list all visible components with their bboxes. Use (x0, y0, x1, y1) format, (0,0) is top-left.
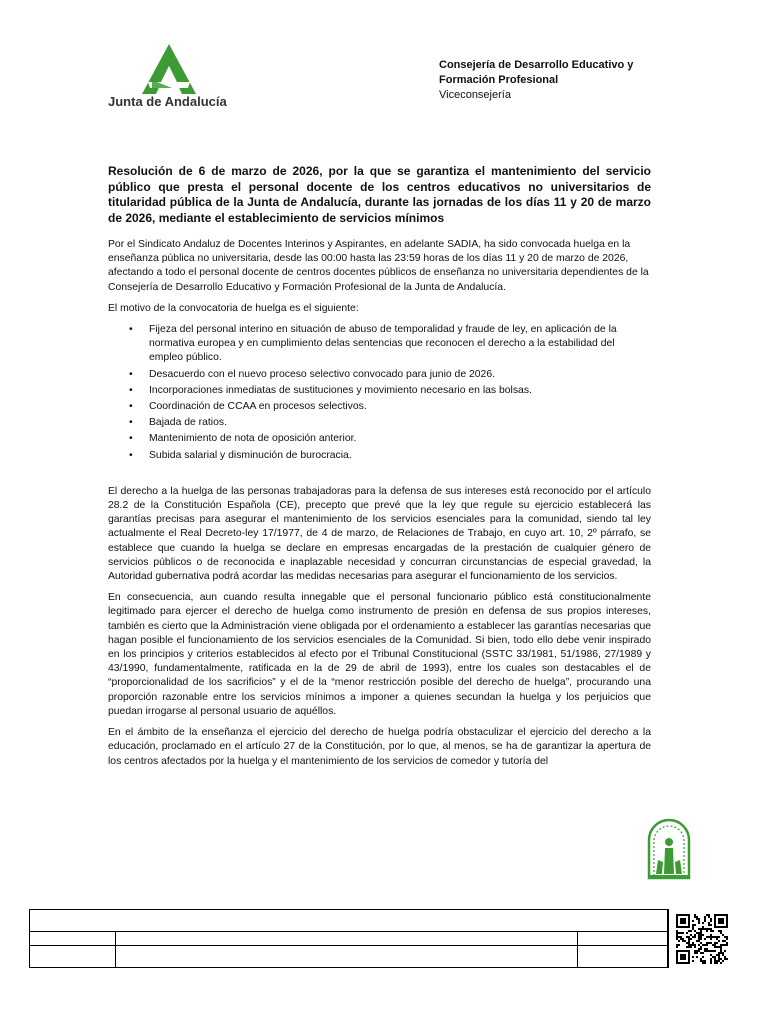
signature-table (29, 909, 669, 968)
table-divider (115, 932, 116, 968)
table-row (30, 910, 668, 932)
department-line-2: Formación Profesional (439, 74, 559, 86)
list-item: • Desacuerdo con el nuevo proceso selectivo convocado para junio de 2026. (149, 368, 651, 382)
list-item: • Fijeza del personal interino en situación de abuso de temporalidad y fraude de ley, en aplicación de la normativa europea y en cumplimiento delas sentencias que reconocen el derecho a la estabilidad del empleo público. (149, 323, 651, 366)
paragraph-2: El derecho a la huelga de las personas trabajadoras para la defensa de sus intereses está reconocido por el artículo 28.2 de la Constitución Española (CE), precepto que prevé que la ley que regule su ejercicio establecerá las garantías precisas para asegurar el mantenimiento de los servicios esenciales para la comunidad, siendo tal ley actualmente el Real Decreto-ley 17/1977, de 4 de marzo, de Relaciones de Trabajo, en cuyo art. 10, 2º párrafo, se establece que cuando la huelga se declare en empresas encargadas de la prestación de cualquier género de servicios públicos o de reconocida e inaplazable necesidad y concurran circunstancias de especial gravedad, la Autoridad gubernativa podrá acordar las medidas necesarias para asegurar el funcionamiento de los servicios. (108, 485, 651, 583)
subdepartment: Viceconsejería (439, 89, 511, 101)
andalucia-seal-icon (646, 818, 692, 880)
junta-logo (108, 44, 230, 118)
table-divider (667, 910, 668, 968)
list-item: • Subida salarial y disminución de burocracia. (149, 449, 651, 463)
paragraph-4: En el ámbito de la enseñanza el ejercicio del derecho de huelga podría obstaculizar el ejercicio del derecho a la educación, proclamado en el artículo 27 de la Constitución, por lo que, al menos, se ha de garantizar la apertura de los centros afectados por la huelga y el mantenimiento de los servicios de comedor y tutoría del (108, 727, 651, 767)
reasons-list (108, 323, 651, 463)
list-item: • Coordinación de CCAA en procesos selectivos. (149, 400, 651, 414)
document-body (108, 164, 651, 776)
department-header (439, 58, 633, 103)
table-divider (577, 932, 578, 968)
list-item: • Bajada de ratios. (149, 416, 651, 430)
list-item: • Mantenimiento de nota de oposición anterior. (149, 432, 651, 446)
document-title: Resolución de 6 de marzo de 2026, por la que se garantiza el mantenimiento del servicio público que presta el personal docente de los centros educativos no universitarios de titularidad pública de la Junta de Andalucía, durante las jornadas de los días 11 y 20 de marzo de 2026, mediante el establecimiento de servicios mínimos (108, 164, 651, 225)
logo-text: Junta de Andalucía (108, 94, 227, 109)
list-intro: El motivo de la convocatoria de huelga es el siguiente: (108, 302, 359, 314)
paragraph-1: Por el Sindicato Andaluz de Docentes Interinos y Aspirantes, en adelante SADIA, ha sido convocada huelga en la enseñanza pública no universitaria, desde las 00:00 hasta las 23:59 horas de los días 11 y 20 de marzo de 2026, afectando a todo el personal docente de centros docentes públicos de enseñanza no universitaria dependientes de la Consejería de Desarrollo Educativo y Formación Profesional de la Junta de Andalucía. (108, 239, 649, 293)
list-item: • Incorporaciones inmediatas de sustituciones y movimiento necesario en las bolsas. (149, 384, 651, 398)
paragraph-3: En consecuencia, aun cuando resulta innegable que el personal funcionario público está constitucionalmente legitimado para ejercer el derecho de huelga como instrumento de presión en defensa de sus propios intereses, también es cierto que la Administración viene obligada por el ordenamiento a establecer las garantías necesarias que hagan posible el funcionamiento de los servicios esenciales de la Comunidad. Si bien, todo ello debe venir inspirado en los principios y criterios establecidos al efecto por el Tribunal Constitucional (SSTC 33/1981, 51/1986, 27/1989 y 43/1990, fundamentalmente, ratificada en la de 29 de abril de 1993), entre los cuales son destacables el de “proporcionalidad de los sacrificios” y el de la “menor restricción posible del derecho de huelga”, procurando una proporción razonable entre los servicios mínimos a imponer a quienes secundan la huelga y los perjuicios que puedan irrogarse al personal usuario de aquéllos. (108, 592, 651, 717)
department-line-1: Consejería de Desarrollo Educativo y (439, 59, 634, 71)
qr-code-icon (676, 914, 728, 964)
table-row (30, 932, 668, 946)
junta-a-logo-icon (142, 44, 196, 94)
